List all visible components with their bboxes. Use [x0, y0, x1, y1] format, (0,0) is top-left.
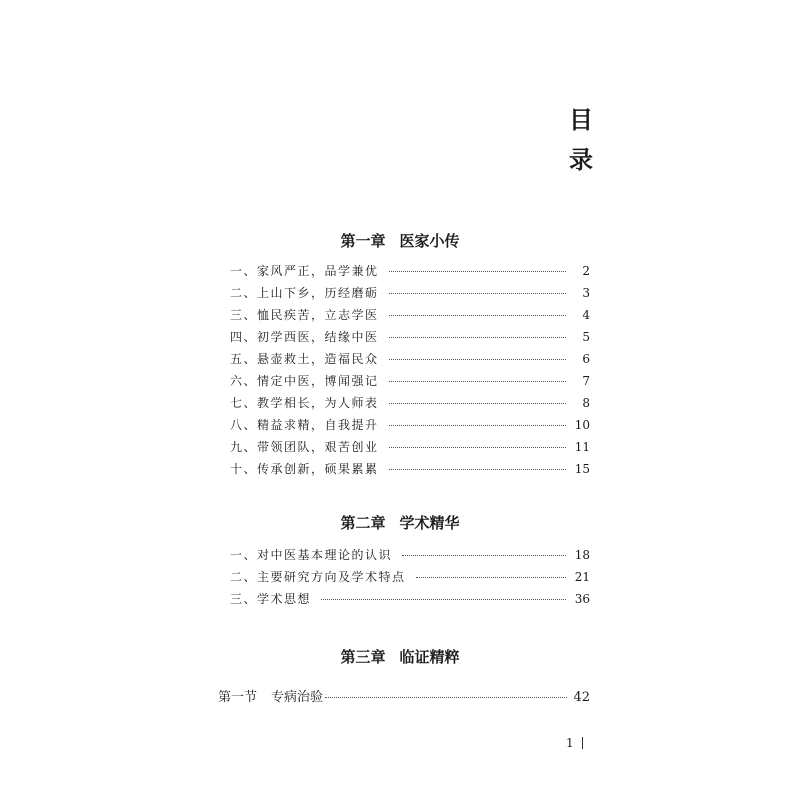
toc-entry-page: 36 — [574, 592, 590, 606]
toc-entry-label: 六、情定中医，博闻强记 — [230, 374, 379, 388]
toc-entry-label: 十、传承创新，硕果累累 — [230, 462, 379, 476]
dot-leader — [416, 577, 566, 578]
dot-leader — [389, 469, 566, 470]
dot-leader — [321, 599, 566, 600]
dot-leader — [389, 315, 566, 316]
toc-entry-label: 五、悬壶救土，造福民众 — [230, 352, 379, 366]
toc-entry-page: 6 — [582, 352, 590, 366]
toc-entry-page: 7 — [582, 374, 590, 388]
dot-leader — [389, 337, 566, 338]
toc-entry-label: 二、主要研究方向及学术特点 — [230, 570, 406, 584]
title-char-1: 目 — [569, 106, 593, 134]
chapter-3-heading — [200, 646, 600, 667]
toc-entry-page: 2 — [582, 264, 590, 278]
chapter-1-toc — [230, 260, 590, 480]
toc-entry-page: 3 — [582, 286, 590, 300]
toc-entry[interactable] — [230, 282, 590, 304]
toc-entry[interactable] — [230, 458, 590, 480]
dot-leader — [389, 425, 566, 426]
toc-entry[interactable] — [230, 392, 590, 414]
chapter-1-heading — [200, 230, 600, 251]
chapter-name: 临证精粹 — [399, 648, 460, 666]
toc-entry-page: 18 — [574, 548, 590, 562]
chapter-number: 第二章 — [340, 514, 386, 532]
dot-leader — [325, 697, 567, 698]
toc-entry-page: 10 — [574, 418, 590, 432]
toc-entry[interactable] — [230, 348, 590, 370]
toc-entry[interactable] — [230, 544, 590, 566]
section-name: 专病治验 — [271, 690, 324, 705]
toc-entry-page: 8 — [582, 396, 590, 410]
toc-entry-page: 5 — [582, 330, 590, 344]
toc-entry[interactable] — [230, 326, 590, 348]
page-title — [566, 100, 596, 180]
section-number: 第一节 — [218, 690, 258, 705]
chapter-name: 学术精华 — [399, 514, 460, 532]
toc-entry-label: 九、带领团队，艰苦创业 — [230, 440, 379, 454]
chapter-name: 医家小传 — [399, 232, 460, 250]
toc-entry[interactable] — [230, 414, 590, 436]
dot-leader — [389, 403, 566, 404]
chapter-2-toc — [230, 544, 590, 610]
toc-entry-page: 11 — [574, 440, 590, 454]
folio-rule — [582, 737, 583, 749]
dot-leader — [389, 359, 566, 360]
dot-leader — [389, 447, 566, 448]
toc-entry-page: 15 — [574, 462, 590, 476]
toc-entry[interactable] — [230, 370, 590, 392]
folio-number: 1 — [566, 736, 574, 750]
toc-entry-label: 二、上山下乡，历经磨砺 — [230, 286, 379, 300]
chapter-number: 第一章 — [340, 232, 386, 250]
toc-entry-label: 三、恤民疾苦，立志学医 — [230, 308, 379, 322]
dot-leader — [389, 293, 566, 294]
page-folio — [566, 736, 583, 750]
dot-leader — [389, 381, 566, 382]
toc-entry-label: 一、对中医基本理论的认识 — [230, 548, 393, 562]
toc-entry[interactable] — [230, 588, 590, 610]
toc-entry[interactable] — [230, 566, 590, 588]
dot-leader — [389, 271, 566, 272]
toc-entry-label: 三、学术思想 — [230, 592, 312, 606]
toc-entry-page: 4 — [582, 308, 590, 322]
toc-entry-label: 一、家风严正，品学兼优 — [230, 264, 379, 278]
toc-entry-label: 四、初学西医，结缘中医 — [230, 330, 379, 344]
toc-entry-page: 21 — [574, 570, 590, 584]
chapter-2-heading — [200, 512, 600, 533]
section-page: 42 — [573, 690, 590, 705]
section-entry[interactable] — [218, 686, 590, 705]
chapter-number: 第三章 — [340, 648, 386, 666]
toc-entry-label: 七、教学相长，为人师表 — [230, 396, 379, 410]
title-char-2: 录 — [569, 146, 593, 174]
dot-leader — [402, 555, 566, 556]
toc-entry[interactable] — [230, 436, 590, 458]
toc-entry[interactable] — [230, 304, 590, 326]
toc-entry[interactable] — [230, 260, 590, 282]
toc-entry-label: 八、精益求精，自我提升 — [230, 418, 379, 432]
